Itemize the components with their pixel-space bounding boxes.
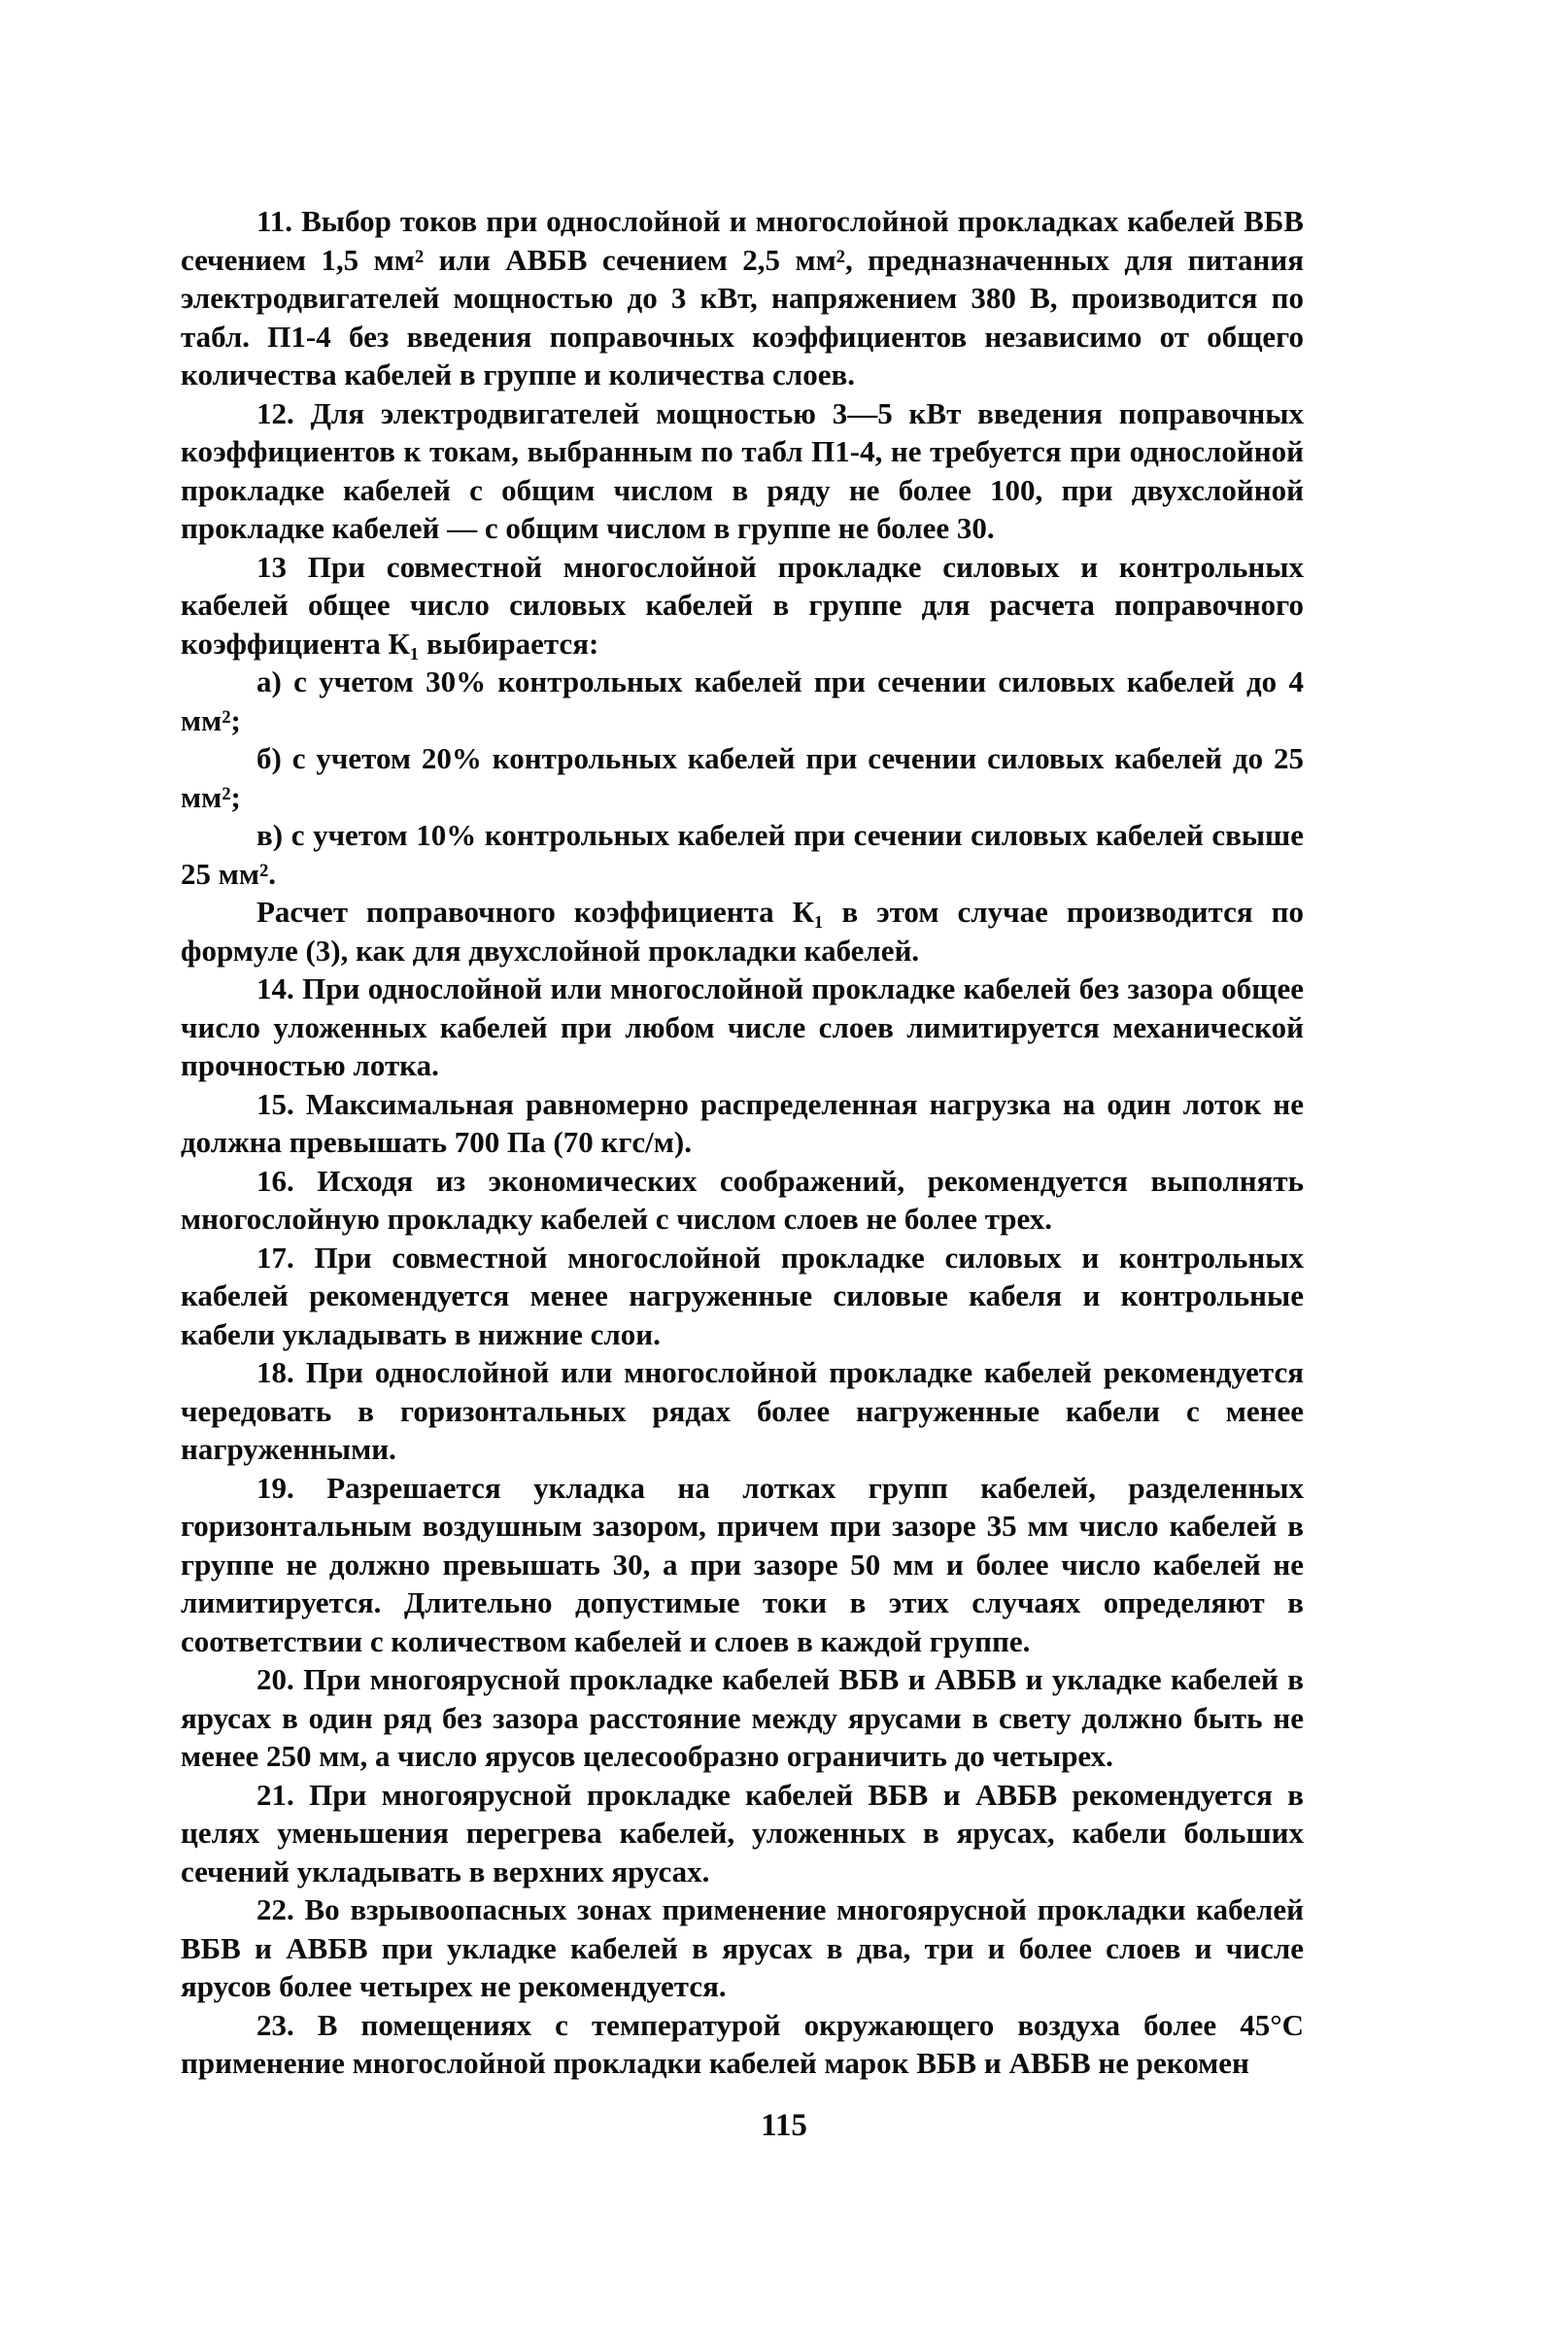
paragraph-13: 13 При совместной многослойной прокладке силовых и контрольных кабелей общее число силовых кабелей в группе для расчета поправочного коэффициента К₁ выбирается: [181,549,1304,661]
paragraph-14: 14. При однослойной или многослойной прокладке кабелей без зазора общее число уложенных кабелей при любом числе слоев лимитируется механической прочностью лотка. [181,971,1304,1082]
paragraph-11: 11. Выбор токов при однослойной и многослойной прокладках кабелей ВБВ сечением 1,5 мм² или АВБВ сечением 2,5 мм², предназначенных для питания электродвигателей мощностью до 3 кВт, напряжением 380 В, производится по табл. П1-4 без введения поправочных коэффициентов независимо от общего количества кабелей в группе и количества слоев. [181,204,1304,391]
paragraph-21: 21. При многоярусной прокладке кабелей ВБВ и АВБВ рекомендуется в целях уменьшения перегрева кабелей, уложенных в ярусах, кабели больших сечений укладывать в верхних ярусах. [181,1777,1304,1889]
paragraph-17: 17. При совместной многослойной прокладке силовых и контрольных кабелей рекомендуется менее нагруженные силовые кабеля и контрольные кабели укладывать в нижние слои. [181,1240,1304,1351]
paragraph-18: 18. При однослойной или многослойной прокладке кабелей рекомендуется чередовать в горизонтальных рядах более нагруженные кабели с менее нагруженными. [181,1355,1304,1466]
list-item-a: а) с учетом 30% контрольных кабелей при сечении силовых кабелей до 4 мм²; [181,664,1304,737]
paragraph-12: 12. Для электродвигателей мощностью 3—5 кВт введения поправочных коэффициентов к токам, выбранным по табл П1-4, не требуется при однослойной прокладке кабелей с общим числом в ряду не более 100, при двухслойной прокладке кабелей — с общим числом в группе не более 30. [181,395,1304,545]
paragraph-19: 19. Разрешается укладка на лотках групп кабелей, разделенных горизонтальным воздушным зазором, причем при зазоре 35 мм число кабелей в группе не должно превышать 30, а при зазоре 50 мм и более число кабелей не лимитируется. Длительно допустимые токи в этих случаях определяют в соответствии с количеством кабелей и слоев в каждой группе. [181,1470,1304,1658]
paragraph-13-note: Расчет поправочного коэффициента К₁ в этом случае производится по формуле (3), как для двухслойной прокладки кабелей. [181,895,1304,968]
list-item-v: в) с учетом 10% контрольных кабелей при сечении силовых кабелей свыше 25 мм². [181,818,1304,891]
paragraph-22: 22. Во взрывоопасных зонах применение многоярусной прокладки кабелей ВБВ и АВБВ при укладке кабелей в ярусах в два, три и более слоев и числе ярусов более четырех не рекомендуется. [181,1892,1304,2003]
paragraph-15: 15. Максимальная равномерно распределенная нагрузка на один лоток не должна превышать 700 Па (70 кгс/м). [181,1086,1304,1159]
list-item-b: б) с учетом 20% контрольных кабелей при сечении силовых кабелей до 25 мм²; [181,741,1304,814]
paragraph-23: 23. В помещениях с температурой окружающего воздуха более 45°С применение многослойной прокладки кабелей марок ВБВ и АВБВ не рекомен [181,2007,1304,2080]
paragraph-20: 20. При многоярусной прокладке кабелей ВБВ и АВБВ и укладке кабелей в ярусах в один ряд без зазора расстояние между ярусами в свету должно быть не менее 250 мм, а число ярусов целесообразно ограничить до четырех. [181,1662,1304,1773]
document-body [181,202,1304,2083]
paragraph-16: 16. Исходя из экономических соображений, рекомендуется выполнять многослойную прокладку кабелей с числом слоев не более трех. [181,1163,1304,1236]
page-number: 115 [761,2108,807,2143]
